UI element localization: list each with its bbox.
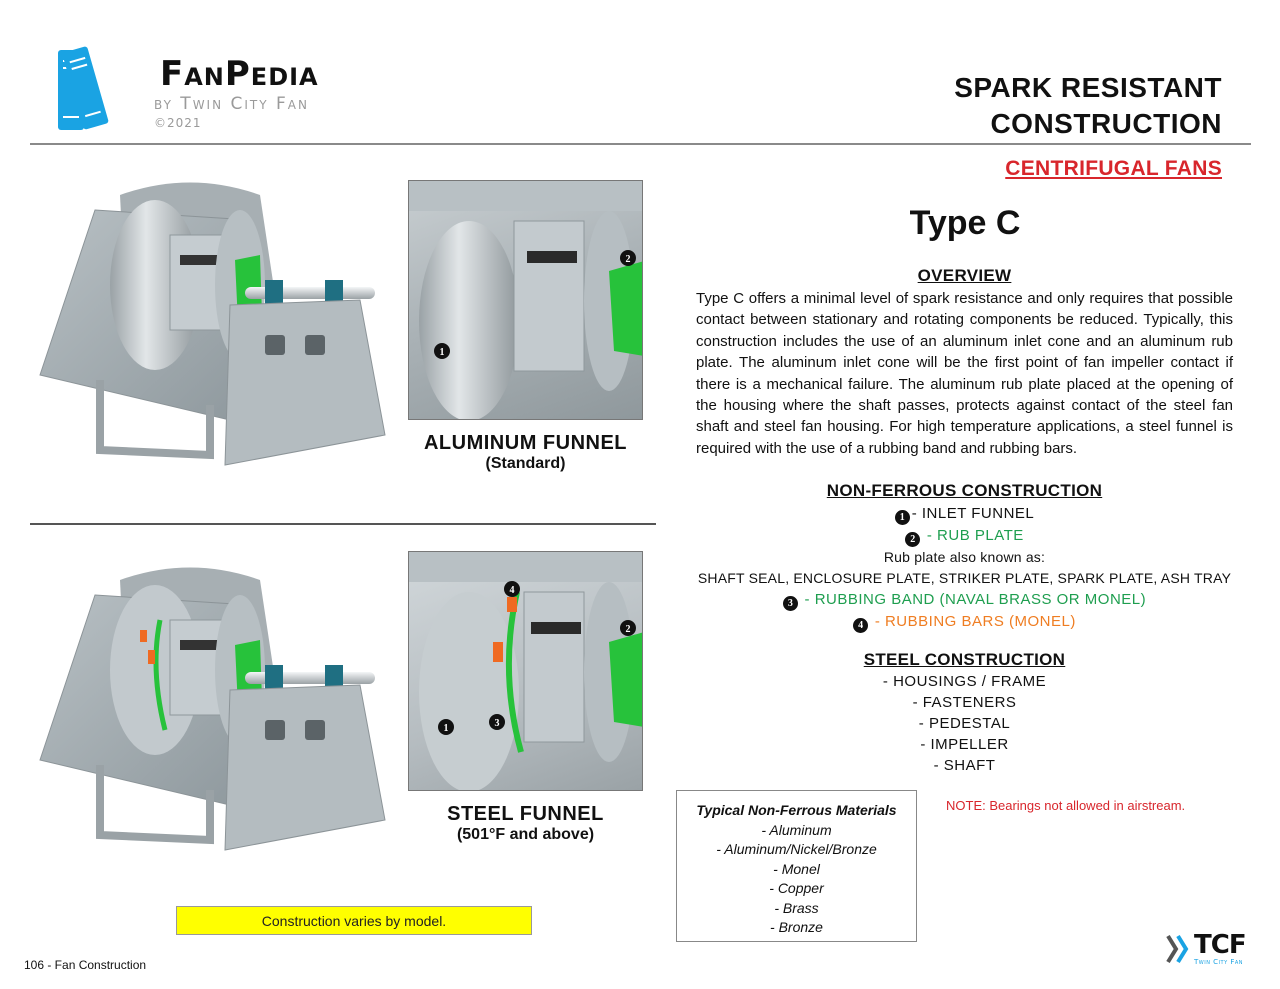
fanpedia-logo [56,46,396,136]
logo-copyright: ©2021 [154,116,202,130]
page-title-line2: CONSTRUCTION [990,108,1222,139]
list-item: - Bronze [770,919,823,935]
list-item: 2 - RUB PLATE [696,525,1233,547]
svg-text:2: 2 [625,624,631,635]
header-divider [30,143,1251,145]
number-marker-1: 1 [895,510,910,525]
tcf-logo-text: TCF [1194,930,1246,960]
steel-funnel-detail [409,552,643,791]
number-marker-2: 2 [905,532,920,547]
section-divider [30,523,656,525]
materials-title: Typical Non-Ferrous Materials [696,802,897,818]
list-item: - SHAFT [933,757,996,774]
fan-illustration-aluminum [30,175,390,475]
list-item: - HOUSINGS / FRAME [882,673,1047,690]
caption-title: STEEL FUNNEL [447,803,604,825]
svg-text:2: 2 [625,254,631,265]
list-item: - Aluminum/Nickel/Bronze [716,841,877,857]
detail-image-aluminum [408,180,643,420]
tcf-logo-subtitle: Twin City Fan [1194,958,1244,966]
list-item: - Brass [774,899,819,916]
category-label: CENTRIFUGAL FANS [1005,157,1222,180]
list-item: - IMPELLER [920,736,1009,753]
construction-callout: Construction varies by model. [176,906,532,935]
list-item: - FASTENERS [912,694,1017,711]
overview-heading: OVERVIEW [917,266,1012,285]
non-ferrous-heading: NON-FERROUS CONSTRUCTION [826,481,1103,500]
detail-image-steel [408,551,643,791]
list-item: 4 - RUBBING BARS (MONEL) [696,611,1233,633]
bearings-note: NOTE: Bearings not allowed in airstream. [946,798,1186,813]
overview-body: Type C offers a minimal level of spark resistance and only requires that possible contact between stationary and rotating components be reduced. Typically, this construction includes the use of an aluminum inlet cone and an aluminum rub plate. The aluminum inlet cone will be the first point of fan impeller contact if there is a mechanical failure. The aluminum rub plate placed at the opening of the housing where the shaft passes, protects against contact of the steel fan shaft and steel fan housing. For high temperature applications, a steel funnel is required with the use of a rubbing band and rubbing bars. [696,290,1233,457]
list-item: 3 - RUBBING BAND (NAVAL BRASS OR MONEL) [696,589,1233,611]
list-item: - PEDESTAL [918,715,1011,732]
page-footer: 106 - Fan Construction [24,958,147,972]
list-item: 1 - INLET FUNNEL [696,503,1233,525]
page-title-line1: SPARK RESISTANT [954,72,1222,103]
number-marker-3: 3 [783,596,798,611]
list-item: - Copper [769,880,824,896]
list-item: - Monel [773,860,820,877]
caption-steel [408,803,643,844]
logo-subtitle: by Twin City Fan [154,94,309,114]
caption-aluminum [408,432,643,473]
non-ferrous-list [696,503,1233,633]
svg-text:1: 1 [439,347,445,358]
fan-illustration-steel [30,560,390,860]
steel-heading: STEEL CONSTRUCTION [863,650,1066,669]
svg-text:4: 4 [509,585,515,596]
svg-text:1: 1 [443,723,449,734]
caption-title: ALUMINUM FUNNEL [423,432,628,454]
page-title [954,70,1222,142]
logo-title: FanPedia [160,54,319,94]
aka-list: SHAFT SEAL, ENCLOSURE PLATE, STRIKER PLATE, SPARK PLATE, ASH TRAY [697,570,1232,586]
tcf-logo [1166,932,1256,972]
steel-list [696,671,1233,776]
caption-subtitle: (501°F and above) [456,826,595,843]
aka-label: Rub plate also known as: [883,549,1046,565]
caption-subtitle: (Standard) [485,455,566,472]
svg-text:3: 3 [494,718,500,729]
type-heading: Type C [909,204,1021,242]
number-marker-4: 4 [853,618,868,633]
list-item: - Aluminum [761,821,832,838]
chevron-icon [1166,934,1194,964]
aluminum-funnel-detail [409,181,643,420]
materials-box [676,790,917,942]
